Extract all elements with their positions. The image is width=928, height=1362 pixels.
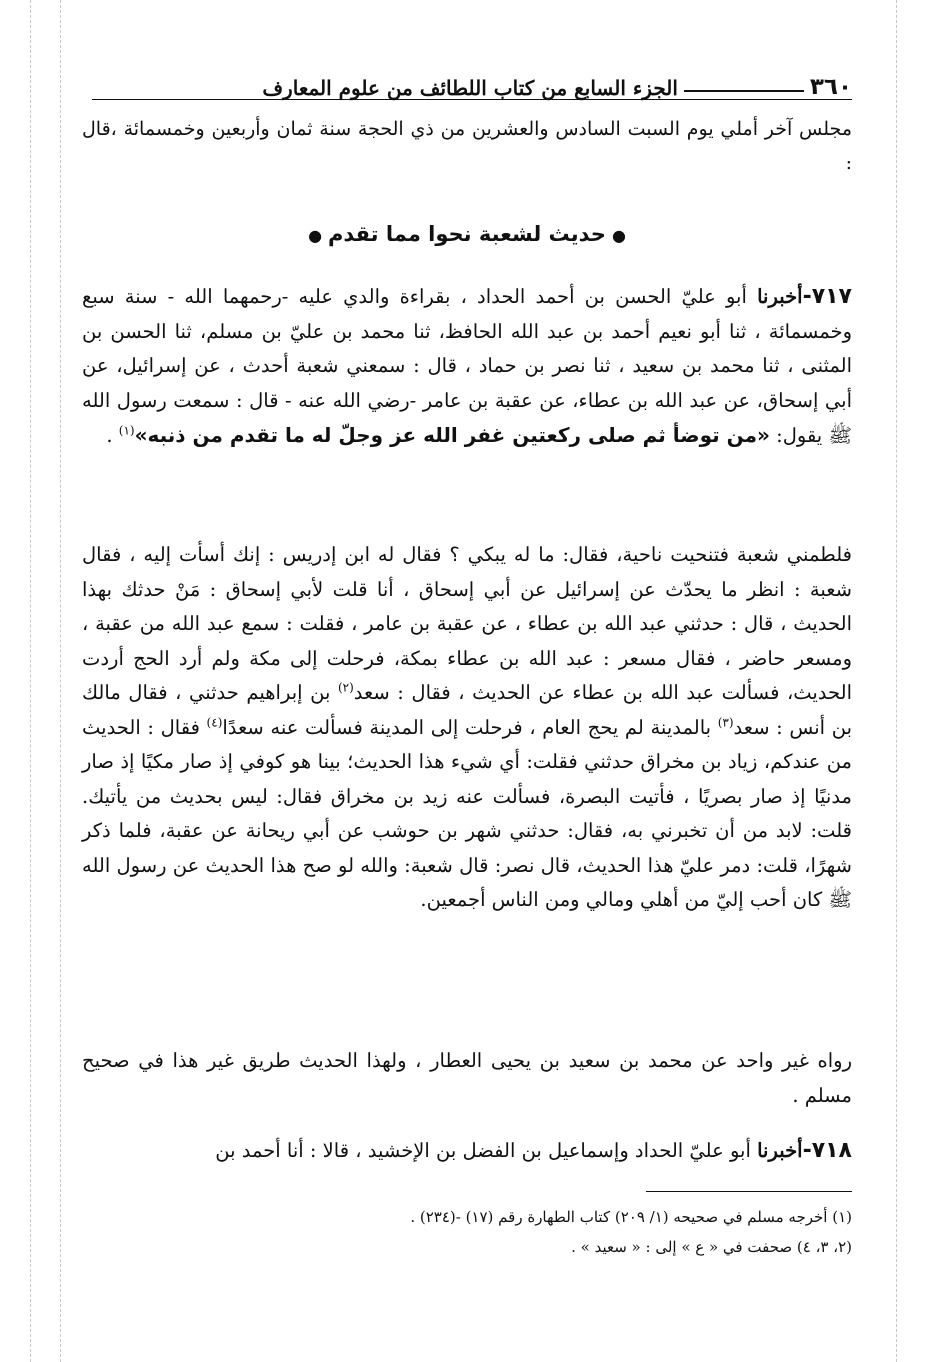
paragraph-end: . — [106, 424, 119, 447]
footnote-ref-3: (٣) — [717, 715, 734, 729]
story-text-1: فلطمني شعبة فتنحيت ناحية، فقال: ما له يبكي ؟ فقال له ابن إدريس : إنك أسأت إليه ، فقال شعبة : انظر ما يحدّث عن إسرائيل عن أبي إسحاق ، أنا قلت لأبي إسحاق : مَنْ حدثك بهذا الحديث ، قال : حدثني عبد الله بن عطاء ، عن عقبة بن عامر ، فقلت : سمع عبد الله من عقبة ، ومسعر حاضر ، فقال مسعر : عبد الله بن عطاء بمكة، فرحلت إلى مكة ولم أرد الحج أردت الحديث، فسألت عبد الله بن عطاء عن الحديث ، فقال : سعد — [82, 543, 852, 704]
hadith-number: ٧١٧- — [802, 284, 852, 309]
section-title-text: حديث لشعبة نحوا مما تقدم — [328, 222, 606, 246]
story-text-2: بن إبراهيم حدثني ، فقال مالك بن أنس : سعد — [82, 681, 852, 739]
footnotes — [82, 1202, 852, 1262]
footnote-2: (٢، ٣، ٤) صحفت في « ع » إلى : « سعيد » . — [571, 1238, 852, 1256]
footnote-ref-2: (٢) — [337, 680, 354, 695]
scan-edge-right — [896, 0, 897, 1362]
isnad-text: أبو عليّ الحسن بن أحمد الحداد ، بقراءة والدي عليه -رحمهما الله - سنة سبع وخمسمائة ، ثنا أبو نعيم أحمد بن عبد الله الحافظ، ثنا محمد بن عليّ بن مسلم، ثنا الحسن بن المثنى ، ثنا محمد بن سعيد ، ثنا نصر بن حماد ، قال : سمعني شعبة أحدث ، عن إسرائيل، عن أبي إسحاق، عن عبد الله بن عطاء، عن عقبة بن عامر -رضي الله عنه - قال : سمعت رسول الله ﷺ يقول: — [82, 285, 852, 447]
header-underline — [92, 99, 852, 100]
bullet-icon: ● — [611, 226, 626, 245]
footnote-1: (١) أخرجه مسلم في صحيحه (١/ ٢٠٩) كتاب الطهارة رقم (١٧) -(٢٣٤) . — [410, 1208, 852, 1226]
hadith-text: «من توضأ ثم صلى ركعتين غفر الله عز وجلّ له ما تقدم من ذنبه» — [134, 423, 770, 447]
hadith-paragraph-718 — [82, 1134, 852, 1169]
section-title — [82, 222, 852, 246]
hadith-opening: أخبرنا — [757, 1139, 803, 1162]
isnad-text: أبو عليّ الحداد وإسماعيل بن الفضل بن الإخشيد ، قالا : أنا أحمد بن — [215, 1139, 758, 1162]
story-text-3: بالمدينة لم يحج العام ، فرحلت إلى المدينة فسألت عنه سعدًا — [222, 715, 718, 739]
scan-edge-left-inner — [60, 0, 61, 1362]
bullet-icon: ● — [308, 226, 323, 245]
footnote-ref-1: (١) — [118, 423, 135, 438]
page-header — [92, 60, 852, 100]
story-paragraph — [82, 538, 852, 918]
narration-note-paragraph: رواه غير واحد عن محمد بن سعيد بن يحيى العطار ، ولهذا الحديث طريق غير هذا في صحيح مسلم . — [82, 1049, 852, 1107]
intro-paragraph: مجلس آخر أملي يوم السبت السادس والعشرين من ذي الحجة سنة ثمان وأربعين وخمسمائة ،قال : — [82, 118, 852, 174]
footnote-separator — [646, 1191, 852, 1192]
scan-edge-left — [30, 0, 31, 1362]
hadith-opening: أخبرنا — [757, 285, 803, 308]
header-dash-rule — [684, 90, 804, 92]
hadith-paragraph-717 — [82, 280, 852, 454]
story-text-4: فقال : الحديث من عندكم، زياد بن مخراق حدثني فقلت: أي شيء هذا الحديث؛ بينا هو كوفي إذ صار مكيًا إذ صار مدنيًا إذ صار بصريًا ، فأتيت البصرة، فسألت عنه زيد بن مخراق فقال: ليس بحديث من يأتيك. قلت: لابد من أن تخبرني به، فقال: حدثني شهر بن حوشب عن أبي ريحانة عن عقبة، فلما ذكر شهرًا، قلت: دمر عليّ هذا الحديث، قال نصر: قال شعبة: والله لو صح هذا الحديث عن رسول الله ﷺ كان أحب إليّ من أهلي ومالي ومن الناس أجمعين. — [82, 715, 852, 911]
running-title: الجزء السابع من كتاب اللطائف من علوم المعارف — [262, 76, 678, 100]
page-number: ٣٦٠ — [809, 74, 852, 100]
footnote-ref-4: (٤) — [206, 715, 223, 729]
hadith-number: ٧١٨- — [802, 1138, 852, 1163]
